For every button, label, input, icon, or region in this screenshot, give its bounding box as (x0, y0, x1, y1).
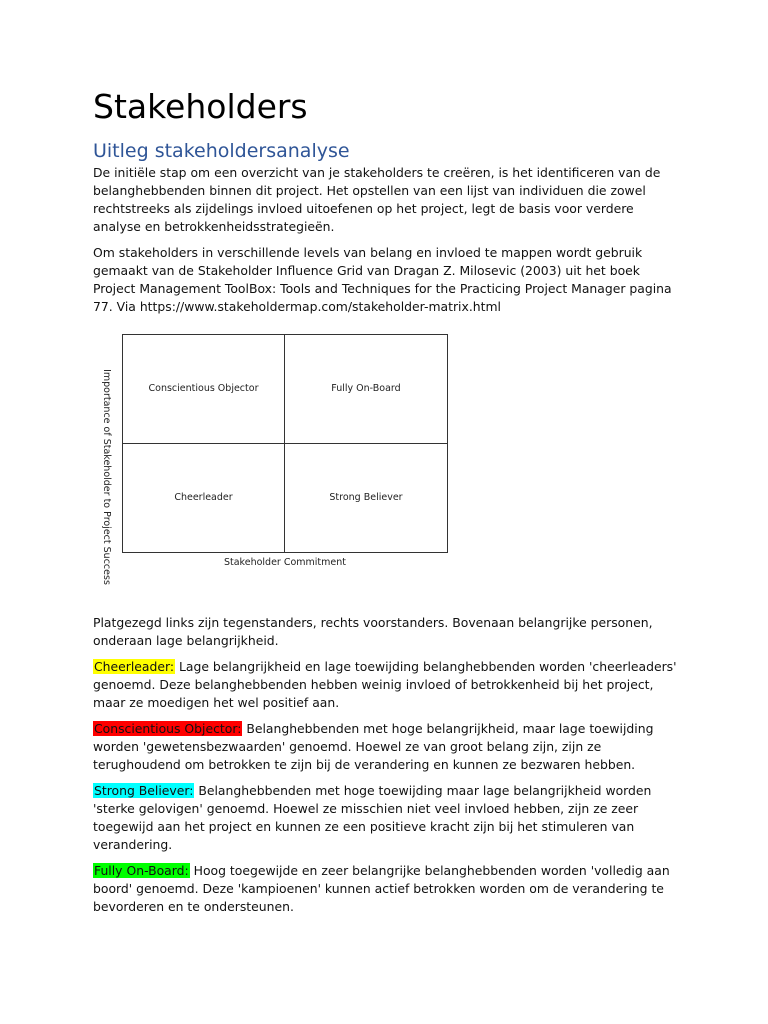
definition-strong-believer (93, 782, 678, 854)
highlighted-term: Cheerleader: (94, 659, 175, 674)
definition-text: Belanghebbenden met hoge belangrijkheid, maar lage toewijding worden 'gewetensbezwaarden' genoemd. Hoewel ze van groot belang zijn, zijn ze terughoudend om betrokken te zijn bij de verandering en kunnen ze bezwaren hebben. (93, 721, 654, 772)
section-heading: Uitleg stakeholdersanalyse (93, 140, 350, 162)
grid-matrix (122, 334, 448, 553)
document-body (93, 86, 678, 924)
definition-text: Belanghebbenden met hoge toewijding maar lage belangrijkheid worden 'sterke gelovigen' genoemd. Hoewel ze misschien niet veel invloed hebben, zijn ze zeer toegewijd aan het project en kunnen ze een positieve kracht zijn bij het stimuleren van verandering. (93, 783, 652, 852)
definition-text: Lage belangrijkheid en lage toewijding belanghebbenden worden 'cheerleaders' genoemd. Deze belanghebbenden hebben weinig invloed of betrokkenheid bij het project, maar ze moedigen het wel positief aan. (93, 659, 677, 710)
stakeholder-influence-grid (93, 334, 678, 586)
intro-paragraph: De initiële stap om een overzicht van je stakeholders te creëren, is het identificeren van de belanghebbenden binnen dit project. Het opstellen van een lijst van individuen die zowel rechtstreeks als zijdelings invloed uitoefenen op het project, legt de basis voor verdere analyse en betrokkenheidsstrategieën. (93, 165, 661, 234)
definition-text: Hoog toegewijde en zeer belangrijke belanghebbenden worden 'volledig aan boord' genoemd. Deze 'kampioenen' kunnen actief betrokken worden om de verandering te bevorderen en te ondersteunen. (93, 863, 670, 914)
summary-paragraph: Platgezegd links zijn tegenstanders, rechts voorstanders. Bovenaan belangrijke personen, onderaan lage belangrijkheid. (93, 615, 653, 648)
quadrant-strong-believer: Strong Believer (329, 492, 403, 504)
grid-intro-paragraph: Om stakeholders in verschillende levels van belang en invloed te mappen wordt gebruik gemaakt van de Stakeholder Influence Grid van Dragan Z. Milosevic (2003) uit het boek Project Management ToolBox: Tools and Techniques for the Practicing Project Manager pagina 77. Via https://www.stakeholdermap.com/stakeholder-matrix.html (93, 245, 672, 314)
highlighted-term: Strong Believer: (94, 783, 194, 798)
quadrant-fully-on-board: Fully On-Board (285, 335, 447, 444)
quadrant-conscientious-objector: Conscientious Objector (123, 335, 285, 444)
highlighted-term: Conscientious Objector: (94, 721, 242, 736)
y-axis-label: Importance of Stakeholder to Project Success (101, 369, 112, 585)
quadrant-cheerleader: Cheerleader (123, 444, 285, 553)
x-axis-label: Stakeholder Commitment (223, 557, 347, 568)
definition-conscientious-objector (93, 720, 678, 774)
highlighted-term: Fully On-Board: (94, 863, 189, 878)
page-title: Stakeholders (93, 87, 308, 126)
definition-fully-on-board (93, 862, 678, 916)
definition-cheerleader (93, 658, 678, 712)
